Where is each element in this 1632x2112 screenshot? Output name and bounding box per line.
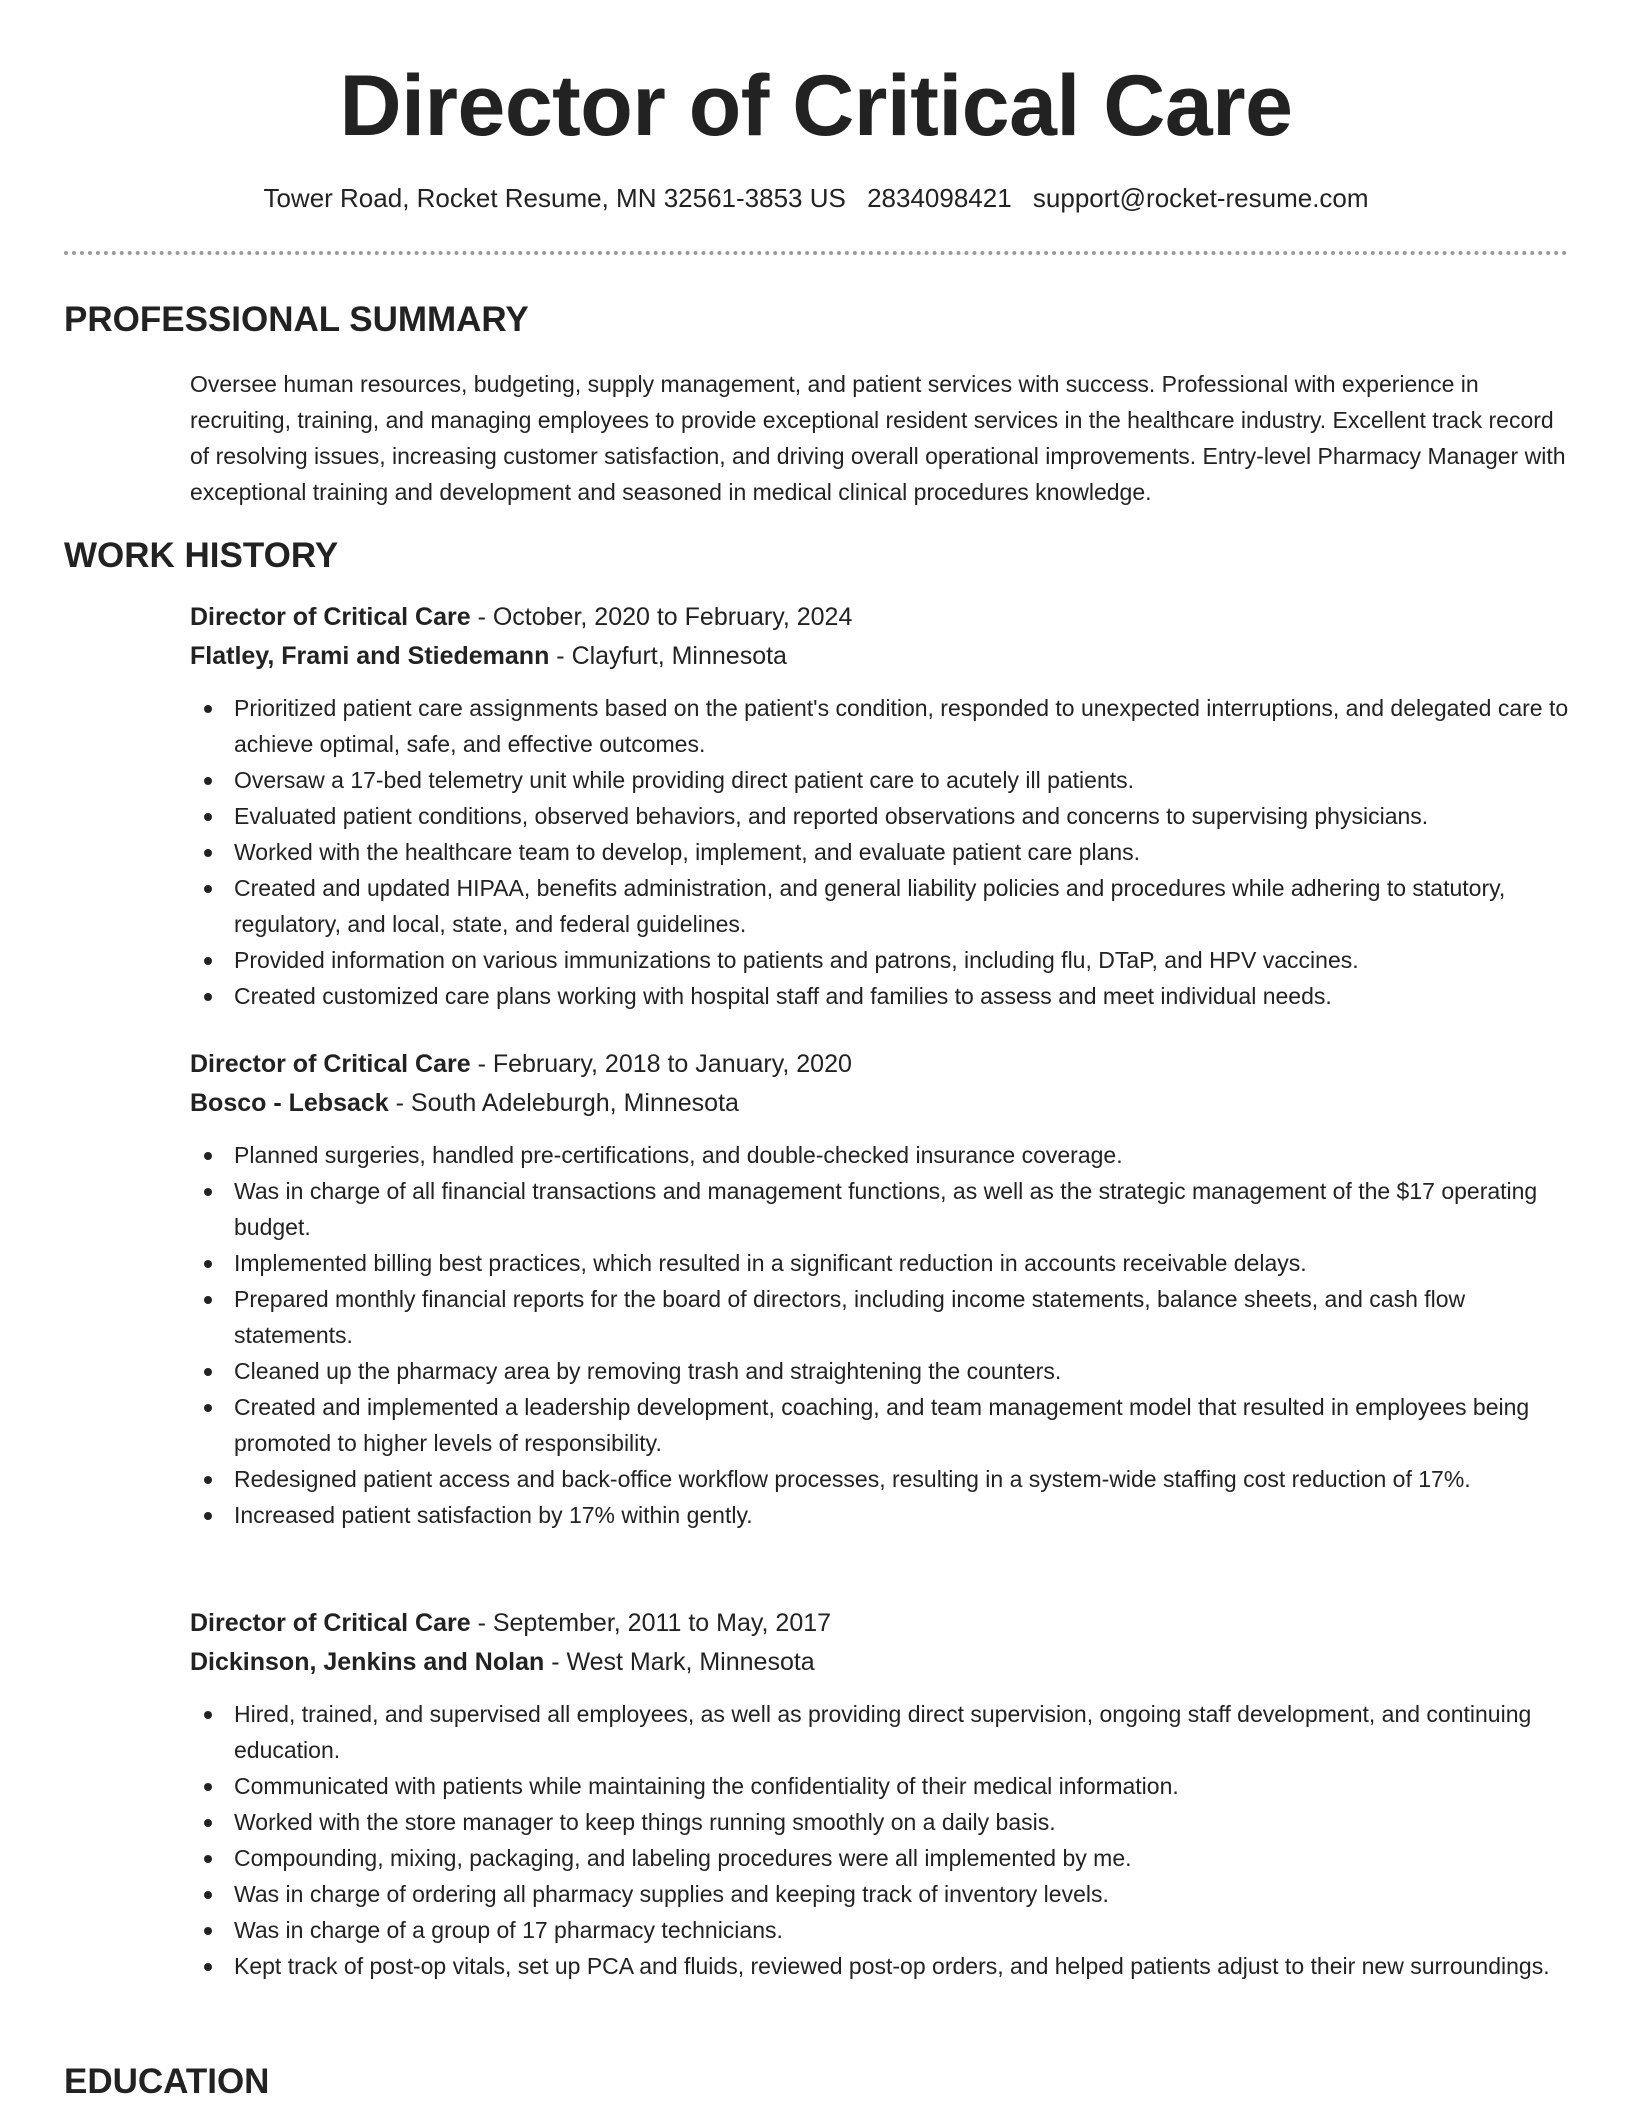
job-title-line xyxy=(190,1604,1570,1643)
job-title-line xyxy=(190,1045,1570,1084)
contact-address: Tower Road, Rocket Resume, MN 32561-3853 US xyxy=(263,183,846,213)
job-company-line xyxy=(190,1084,1570,1123)
job-bullet: Implemented billing best practices, which resulted in a significant reduction in accounts receivable delays. xyxy=(234,1245,1570,1281)
job-role: Director of Critical Care xyxy=(190,1050,471,1078)
job-bullet: Increased patient satisfaction by 17% within gently. xyxy=(234,1497,1570,1533)
education-heading: EDUCATION xyxy=(64,2062,270,2101)
summary-heading: PROFESSIONAL SUMMARY xyxy=(64,300,529,339)
job-bullet: Was in charge of ordering all pharmacy supplies and keeping track of inventory levels. xyxy=(234,1876,1570,1912)
job-bullet: Prepared monthly financial reports for the board of directors, including income statements, balance sheets, and cash flow statements. xyxy=(234,1281,1570,1353)
job-entry xyxy=(190,1045,1570,1533)
job-bullet: Worked with the healthcare team to develop, implement, and evaluate patient care plans. xyxy=(234,834,1570,870)
job-location: - South Adeleburgh, Minnesota xyxy=(388,1089,739,1117)
job-location: - Clayfurt, Minnesota xyxy=(549,642,787,670)
job-company-line xyxy=(190,1643,1570,1682)
job-bullets xyxy=(190,1137,1570,1533)
job-company: Dickinson, Jenkins and Nolan xyxy=(190,1648,545,1676)
contact-email: support@rocket-resume.com xyxy=(1032,183,1369,213)
header-divider xyxy=(64,251,1568,255)
job-company-line xyxy=(190,637,1570,676)
job-location: - West Mark, Minnesota xyxy=(544,1648,815,1676)
job-dates: - October, 2020 to February, 2024 xyxy=(470,603,853,631)
job-bullet: Prioritized patient care assignments based on the patient's condition, responded to unexpected interruptions, and delegated care to achieve optimal, safe, and effective outcomes. xyxy=(234,690,1570,762)
job-bullet: Compounding, mixing, packaging, and labeling procedures were all implemented by me. xyxy=(234,1840,1570,1876)
job-bullet: Redesigned patient access and back-office workflow processes, resulting in a system-wide staffing cost reduction of 17%. xyxy=(234,1461,1570,1497)
job-role: Director of Critical Care xyxy=(190,603,471,631)
job-bullet: Created and updated HIPAA, benefits administration, and general liability policies and procedures while adhering to statutory, regulatory, and local, state, and federal guidelines. xyxy=(234,870,1570,942)
job-bullet: Planned surgeries, handled pre-certifications, and double-checked insurance coverage. xyxy=(234,1137,1570,1173)
job-bullet: Evaluated patient conditions, observed behaviors, and reported observations and concerns to supervising physicians. xyxy=(234,798,1570,834)
job-title-line xyxy=(190,598,1570,637)
work-history-heading: WORK HISTORY xyxy=(64,536,339,575)
contact-phone: 2834098421 xyxy=(867,183,1012,213)
summary-text: Oversee human resources, budgeting, supply management, and patient services with success. Professional with experience in recruiting, training, and managing employees to provide exceptional resident services in the healthcare industry. Excellent track record of resolving issues, increasing customer satisfaction, and driving overall operational improvements. Entry-level Pharmacy Manager with exceptional training and development and seasoned in medical clinical procedures knowledge. xyxy=(190,371,1566,505)
job-dates: - February, 2018 to January, 2020 xyxy=(470,1050,852,1078)
job-entry xyxy=(190,598,1570,1014)
job-company: Bosco - Lebsack xyxy=(190,1089,389,1117)
contact-line xyxy=(0,181,1632,215)
job-bullet: Kept track of post-op vitals, set up PCA and fluids, reviewed post-op orders, and helped patients adjust to their new surroundings. xyxy=(234,1948,1570,1984)
job-bullets xyxy=(190,690,1570,1014)
job-dates: - September, 2011 to May, 2017 xyxy=(470,1609,832,1637)
resume-name: Director of Critical Care xyxy=(339,58,1293,154)
job-bullet: Was in charge of all financial transactions and management functions, as well as the strategic management of the $17 operating budget. xyxy=(234,1173,1570,1245)
job-entry xyxy=(190,1604,1570,1984)
job-bullet: Created and implemented a leadership development, coaching, and team management model that resulted in employees being promoted to higher levels of responsibility. xyxy=(234,1389,1570,1461)
job-bullet: Cleaned up the pharmacy area by removing trash and straightening the counters. xyxy=(234,1353,1570,1389)
job-bullet: Hired, trained, and supervised all employees, as well as providing direct supervision, ongoing staff development, and continuing education. xyxy=(234,1696,1570,1768)
job-bullet: Worked with the store manager to keep things running smoothly on a daily basis. xyxy=(234,1804,1570,1840)
job-bullet: Oversaw a 17-bed telemetry unit while providing direct patient care to acutely ill patients. xyxy=(234,762,1570,798)
job-company: Flatley, Frami and Stiedemann xyxy=(190,642,550,670)
job-role: Director of Critical Care xyxy=(190,1609,471,1637)
job-bullet: Was in charge of a group of 17 pharmacy technicians. xyxy=(234,1912,1570,1948)
job-bullets xyxy=(190,1696,1570,1984)
job-bullet: Created customized care plans working with hospital staff and families to assess and meet individual needs. xyxy=(234,978,1570,1014)
job-bullet: Provided information on various immunizations to patients and patrons, including flu, DTaP, and HPV vaccines. xyxy=(234,942,1570,978)
job-bullet: Communicated with patients while maintaining the confidentiality of their medical information. xyxy=(234,1768,1570,1804)
